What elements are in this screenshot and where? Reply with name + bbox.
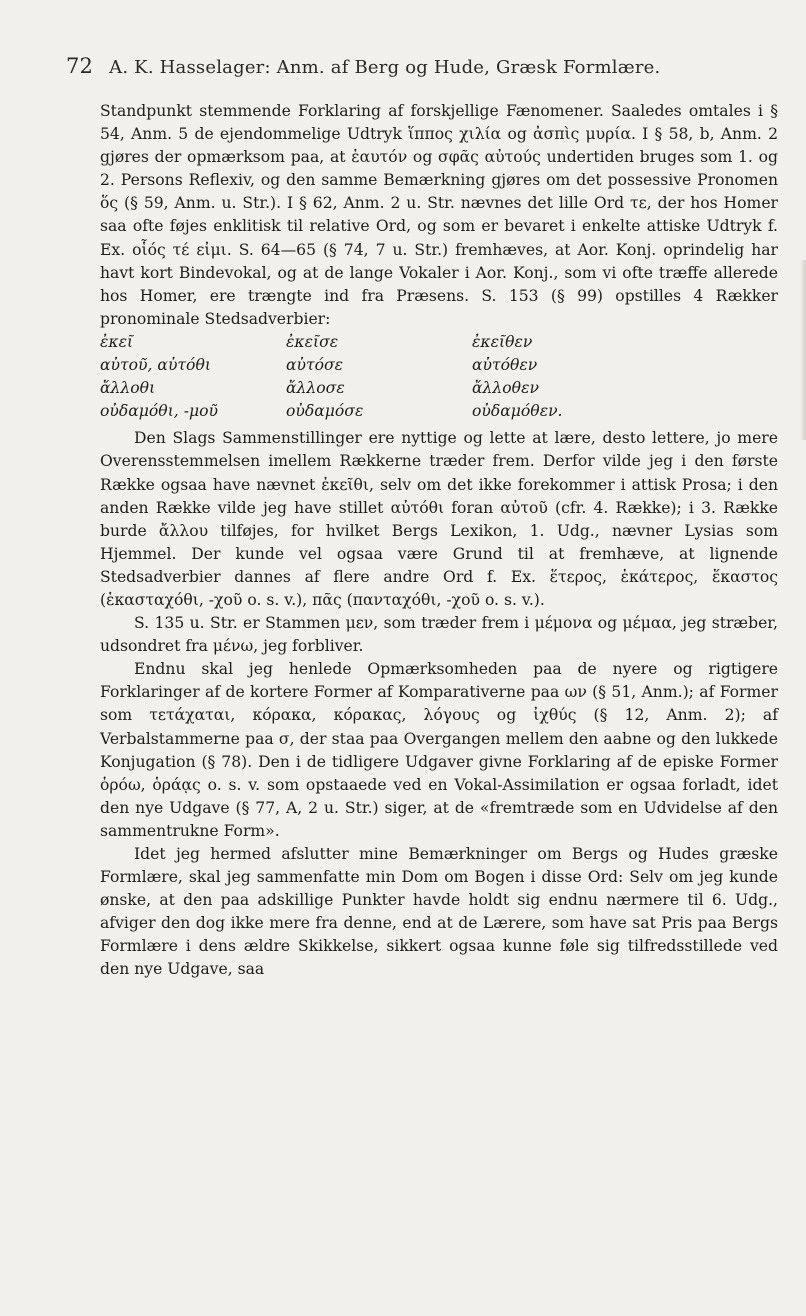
adverb-cell: ἐκεῖθεν xyxy=(472,332,533,351)
page-edge-shadow xyxy=(800,260,806,440)
paragraph-4: Endnu skal jeg henlede Opmærksomheden paa de nyere og rigtigere Forklaringer af de kortere Former af Komparativerne paa ων (§ 51, Anm.); af Former som τετάχαται, κόρακα, κόρακας, λόγους og ἰχθύς (§ 12, Anm. 2); af Verbalstammerne paa σ, der staa paa Overgangen mellem den aabne og den lukkede Konjugation (§ 78). Den i de tidligere Udgaver givne Forklaring af de episke Former ὁρόω, ὁράᾳς o. s. v. som opstaaede ved en Vokal-Assimilation er ogsaa forladt, idet den nye Udgave (§ 77, A, 2 u. Str.) siger, at de «fremtrædе som en Udvidelse af den sammentrukne Form». xyxy=(100,660,778,840)
adverb-cell: αὐτοῦ, αὐτόθι xyxy=(100,356,211,375)
adverb-cell: ἄλλοθι xyxy=(100,379,156,398)
adverb-cell: αὐτόθεν xyxy=(472,356,538,375)
adverb-cell: ἐκεῖσε xyxy=(286,332,339,351)
running-header xyxy=(66,54,766,78)
adverb-table xyxy=(100,331,778,423)
running-title: A. K. Hasselager: Anm. af Berg og Hude, Græsk Formlære. xyxy=(109,57,661,78)
paragraph-5: Idet jeg hermed afslutter mine Bemærkninger om Bergs og Hudes græske Formlære, skal jeg sammenfatte min Dom om Bogen i disse Ord: Selv om jeg kunde ønske, at den paa adskillige Punkter havde holdt sig endnu nærmere til 6. Udg., afviger den dog ikke mere fra denne, end at de Lærere, som have sat Pris paa Bergs Formlære i dens ældre Skikkelse, sikkert ogsaa kunne føle sig tilfredsstillede ved den nye Udgave, saa xyxy=(100,845,778,979)
adverb-cell: ἐκεῖ xyxy=(100,332,134,351)
page-number: 72 xyxy=(66,54,94,78)
adverb-cell: οὐδαμόθι, -μοῦ xyxy=(100,402,218,421)
adverb-cell: ἄλλοσε xyxy=(286,379,345,398)
adverb-cell: οὐδαμόσε xyxy=(286,402,364,421)
body-text xyxy=(100,100,778,982)
adverb-cell: οὐδαμόθεν. xyxy=(472,402,563,421)
paragraph-3: S. 135 u. Str. er Stammen μεν, som træder frem i μέμονα og μέμαα, jeg stræber, udsondret fra μένω, jeg forbliver. xyxy=(100,614,778,656)
adverb-cell: αὐτόσε xyxy=(286,356,344,375)
adverb-cell: ἄλλοθεν xyxy=(472,379,539,398)
paragraph-1: Standpunkt stemmende Forklaring af forskjellige Fænomener. Saaledes omtales i § 54, Anm. 5 de ejendommelige Udtryk ἵππος χιλία og ἀσπὶς μυρία. I § 58, b, Anm. 2 gjøres der opmærksom paa, at ἑαυτόν og σφᾶς αὐτούς undertiden bruges som 1. og 2. Persons Reflexiv, og den samme Bemærkning gjøres om det possessive Pronomen ὅς (§ 59, Anm. u. Str.). I § 62, Anm. 2 u. Str. nævnes det lille Ord τε, der hos Homer saa ofte føjes enklitisk til relative Ord, og som er bevaret i enkelte attiske Udtryk f. Ex. οἷός τέ εἰμι. S. 64—65 (§ 74, 7 u. Str.) fremhæves, at Aor. Konj. oprindelig har havt kort Bindevokal, og at de lange Vokaler i Aor. Konj., som vi ofte træffe allerede hos Homer, ere trængte ind fra Præsens. S. 153 (§ 99) opstilles 4 Rækker pronominale Stedsadverbier: xyxy=(100,102,778,328)
paragraph-2: Den Slags Sammenstillinger ere nyttige og lette at lære, desto lettere, jo mere Overensstemmelsen imellem Rækkerne træder frem. Derfor vilde jeg i den første Række ogsaa have nævnet ἐκεῖθι, selv om det ikke forekommer i attisk Prosa; i den anden Række vilde jeg have stillet αὐτόθι foran αὐτοῦ (cfr. 4. Række); i 3. Række burde ἄλλου tilføjes, for hvilket Bergs Lexikon, 1. Udg., nævner Lysias som Hjemmel. Der kunde vel ogsaa være Grund til at fremhæve, at lignende Stedsadverbier dannes af flere andre Ord f. Ex. ἕτερος, ἑκάτερος, ἕκαστος (ἑκασταχόθι, -χοῦ o. s. v.), πᾶς (πανταχόθι, -χοῦ o. s. v.). xyxy=(100,429,778,609)
